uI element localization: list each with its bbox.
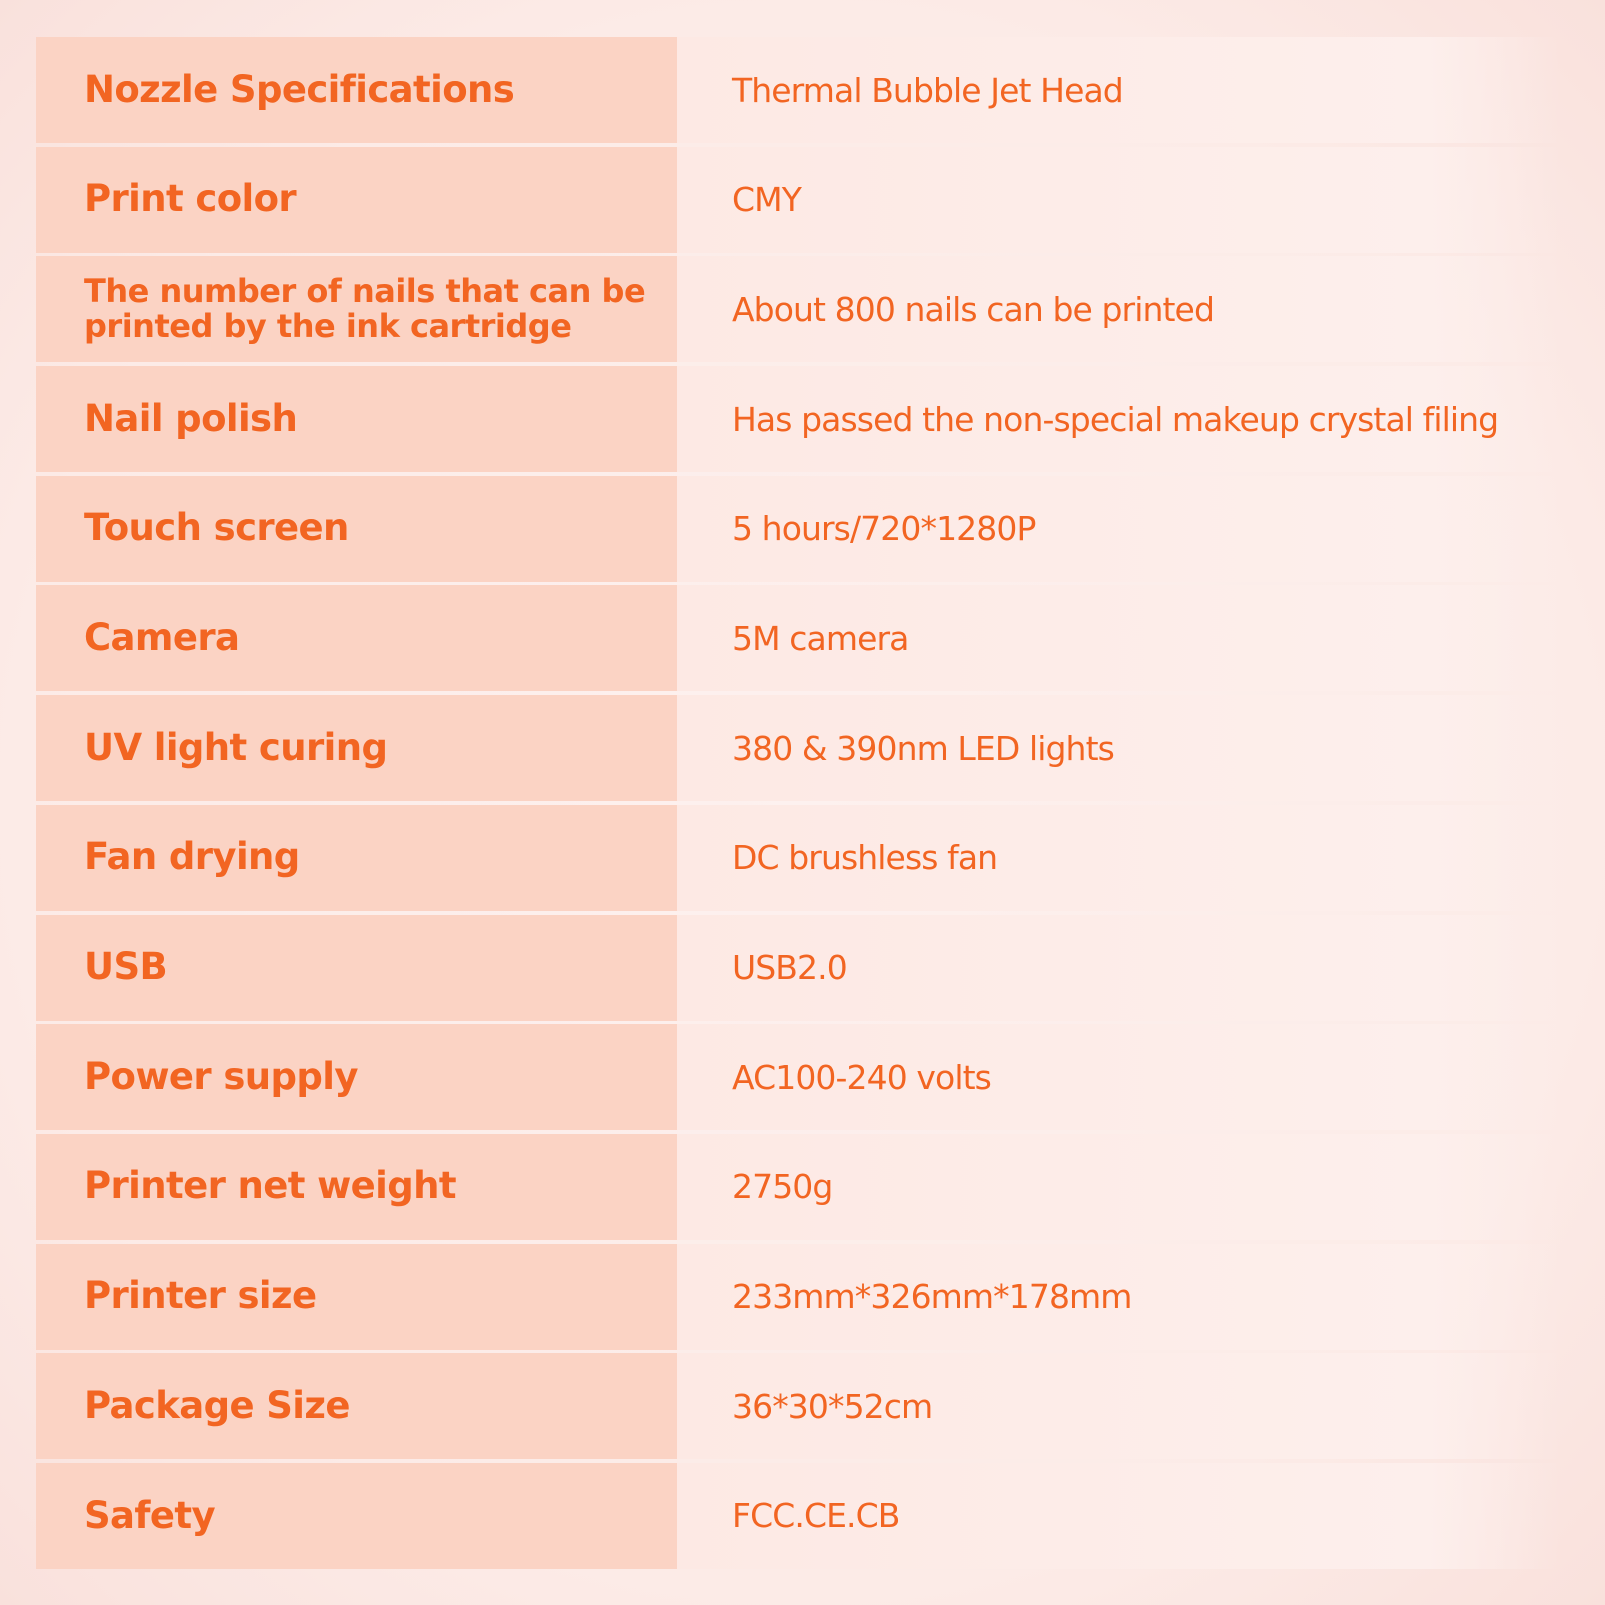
spec-label: The number of nails that can be printed by the ink cartridge [84,271,646,346]
spec-row-safety [36,1463,1560,1569]
spec-label: Package Size [84,1383,350,1427]
spec-label-cell [36,915,677,1021]
spec-label: Nail polish [84,396,298,440]
spec-label: Power supply [84,1054,358,1098]
spec-value-cell [677,915,1560,1021]
spec-value: CMY [732,180,801,220]
spec-value: 380 & 390nm LED lights [732,728,1114,768]
spec-value: 5M camera [732,618,909,658]
spec-label-cell [36,1353,677,1459]
spec-row-ink-cartridge-capacity [36,256,1560,362]
spec-label: Printer size [84,1274,317,1318]
spec-label: Safety [84,1493,216,1537]
spec-label: UV light curing [84,725,388,769]
spec-value: DC brushless fan [732,838,998,878]
spec-label: Print color [84,177,297,221]
spec-row-printer-size [36,1244,1560,1350]
spec-label: Touch screen [84,506,349,550]
spec-table [36,37,1560,1573]
spec-value: Thermal Bubble Jet Head [732,70,1123,110]
spec-label-cell [36,1024,677,1130]
spec-label-cell [36,476,677,582]
spec-value: 36*30*52cm [732,1386,933,1426]
spec-row-print-color [36,147,1560,253]
spec-value: AC100-240 volts [732,1057,991,1097]
spec-value-cell [677,1463,1560,1569]
spec-row-power-supply [36,1024,1560,1130]
spec-value-cell [677,1134,1560,1240]
spec-value-cell [677,147,1560,253]
spec-row-touch-screen [36,476,1560,582]
spec-row-usb [36,915,1560,1021]
spec-row-printer-net-weight [36,1134,1560,1240]
spec-value-cell [677,1353,1560,1459]
spec-label-cell [36,1134,677,1240]
spec-value-cell [677,256,1560,362]
spec-label-cell [36,147,677,253]
spec-value-cell [677,695,1560,801]
spec-value-cell [677,1024,1560,1130]
spec-value-cell [677,585,1560,691]
spec-label-cell [36,695,677,801]
spec-label: USB [84,945,168,989]
spec-value: About 800 nails can be printed [732,289,1214,329]
spec-label-cell [36,37,677,143]
spec-row-uv-light-curing [36,695,1560,801]
spec-value: FCC.CE.CB [732,1496,900,1536]
spec-value-cell [677,37,1560,143]
spec-value-cell [677,1244,1560,1350]
spec-label-cell [36,1244,677,1350]
spec-label-cell [36,366,677,472]
spec-label-cell [36,256,677,362]
spec-label-cell [36,1463,677,1569]
spec-label: Nozzle Specifications [84,67,515,111]
spec-value: Has passed the non-special makeup crystal filing [732,399,1499,439]
spec-row-nail-polish [36,366,1560,472]
spec-label: Camera [84,616,240,660]
spec-row-package-size [36,1353,1560,1459]
spec-value: 233mm*326mm*178mm [732,1277,1132,1317]
spec-value-cell [677,805,1560,911]
spec-value: 2750g [732,1167,833,1207]
spec-label: Fan drying [84,835,300,879]
spec-value-cell [677,476,1560,582]
spec-value: 5 hours/720*1280P [732,509,1036,549]
spec-row-fan-drying [36,805,1560,911]
spec-row-nozzle-specifications [36,37,1560,143]
spec-label-cell [36,805,677,911]
spec-label: Printer net weight [84,1164,456,1208]
spec-row-camera [36,585,1560,691]
spec-value: USB2.0 [732,948,847,987]
spec-value-cell [677,366,1560,472]
spec-label-cell [36,585,677,691]
